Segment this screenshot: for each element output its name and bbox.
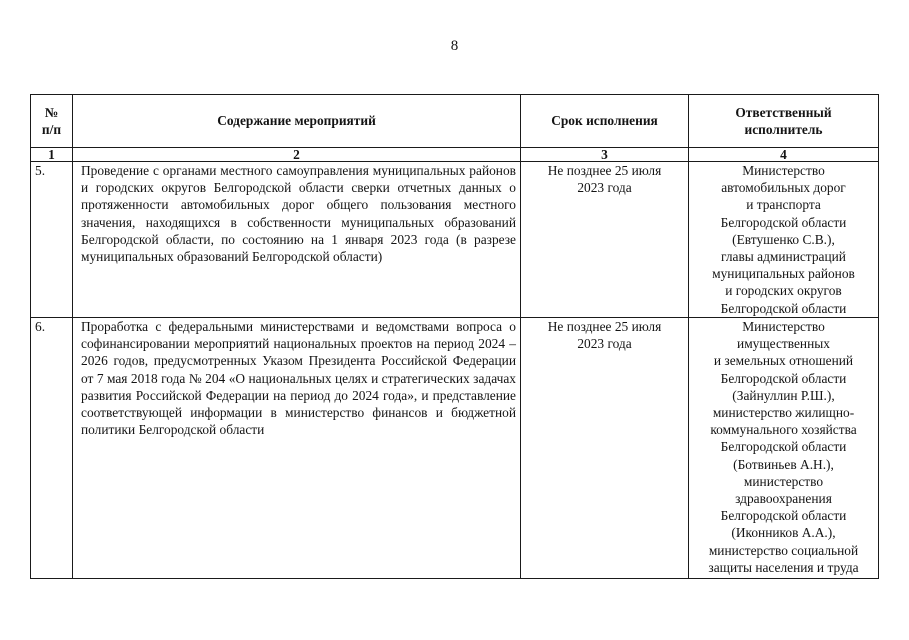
executor-line: Белгородской области xyxy=(720,508,847,524)
row-deadline: Не позднее 25 июля 2023 года xyxy=(521,318,689,579)
table-row xyxy=(31,318,879,579)
row-number: 5. xyxy=(31,162,73,318)
header-row xyxy=(31,95,879,148)
executor-line: (Евтушенко С.В.), xyxy=(732,231,835,247)
column-number-4: 4 xyxy=(689,148,879,162)
executor-line: (Иконников А.А.), xyxy=(731,525,836,541)
header-deadline xyxy=(521,95,689,148)
header-content-label: Содержание мероприятий xyxy=(217,113,376,129)
executor-line: Белгородской области xyxy=(720,300,847,316)
executor-line: главы администраций xyxy=(721,249,846,265)
executor-line: коммунального хозяйства xyxy=(710,422,857,438)
executor-line: министерство xyxy=(743,473,824,489)
column-number-1: 1 xyxy=(31,148,73,162)
executor-line: Белгородской области xyxy=(720,214,847,230)
header-num-label: № п/п xyxy=(41,104,62,137)
row-content: Проработка с федеральными министерствами и ведомствами вопроса о софинансировании мероприятий национальных проектов на период 2024 – 2026 годов, предусмотренных Указом Президента Российской Федерации от 7 мая 2018 года № 204 «О национальных целях и стратегических задачах развития Российской Федерации на период до 2024 года», и представление соответствующей информации в министерство финансов и бюджетной политики Белгородской области xyxy=(73,318,521,579)
column-number-3: 3 xyxy=(521,148,689,162)
header-content xyxy=(73,95,521,148)
header-deadline-label: Срок исполнения xyxy=(551,113,658,129)
row-executor xyxy=(689,318,879,579)
executor-line: здравоохранения xyxy=(735,491,832,507)
executor-line: и транспорта xyxy=(746,197,821,213)
executor-line: Белгородской области xyxy=(720,370,847,386)
executor-line: Министерство xyxy=(742,319,825,334)
column-number-row xyxy=(31,148,879,162)
header-num xyxy=(31,95,73,148)
executor-line: (Ботвиньев А.Н.), xyxy=(733,456,834,472)
row-executor xyxy=(689,162,879,318)
table-row xyxy=(31,162,879,318)
executor-line: автомобильных дорог xyxy=(721,180,846,196)
executor-line: Белгородской области xyxy=(720,439,847,455)
row-deadline: Не позднее 25 июля 2023 года xyxy=(521,162,689,318)
events-table xyxy=(30,94,879,579)
executor-line: имущественных xyxy=(737,336,830,352)
row-number: 6. xyxy=(31,318,73,579)
executor-line: министерство жилищно- xyxy=(712,405,855,421)
executor-line: защиты населения и труда xyxy=(708,559,859,575)
executor-line: (Зайнуллин Р.Ш.), xyxy=(732,387,835,403)
column-number-2: 2 xyxy=(73,148,521,162)
executor-line: министерство социальной xyxy=(708,542,859,558)
header-executor xyxy=(689,95,879,148)
executor-line: и городских округов xyxy=(725,283,842,299)
row-content: Проведение с органами местного самоуправления муниципальных районов и городских округов Белгородской области сверки отчетных данных о протяженности автомобильных дорог общего пользования местного значения, находящихся в собственности муниципальных образований Белгородской области, по состоянию на 1 января 2023 года (в разрезе муниципальных образований Белгородской области) xyxy=(73,162,521,318)
header-executor-label: Ответственный исполнитель xyxy=(735,104,832,137)
executor-line: и земельных отношений xyxy=(713,353,854,369)
executor-line: Министерство xyxy=(742,163,825,178)
executor-line: муниципальных районов xyxy=(712,266,855,282)
page-number: 8 xyxy=(450,38,459,54)
